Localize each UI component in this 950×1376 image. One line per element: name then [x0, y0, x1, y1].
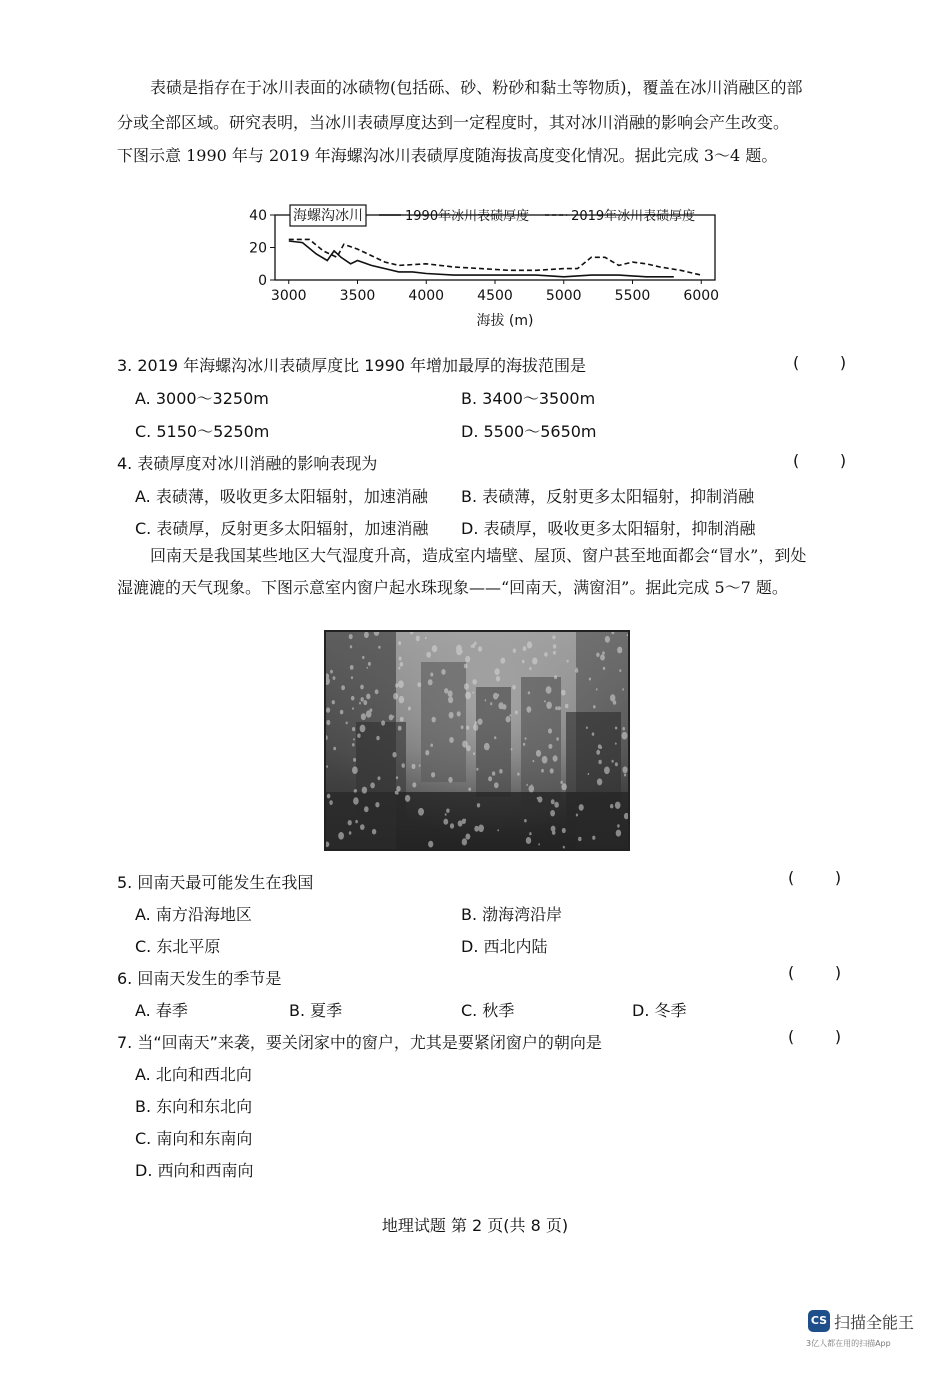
chart-legend — [290, 205, 695, 226]
water-droplet — [366, 694, 370, 700]
water-droplet — [350, 665, 354, 670]
series-line-2019 — [289, 239, 702, 275]
water-droplet — [548, 744, 552, 749]
water-droplet — [593, 705, 596, 708]
water-droplet — [515, 711, 518, 715]
water-droplet — [500, 658, 505, 664]
water-droplet — [622, 766, 627, 773]
water-droplet — [396, 776, 398, 779]
water-droplet — [496, 676, 500, 681]
question-7-option-c: C. 南向和东南向 — [135, 1129, 253, 1148]
water-droplet — [333, 747, 336, 751]
water-droplet — [525, 737, 527, 740]
water-droplet — [612, 760, 614, 763]
water-droplet — [352, 766, 358, 774]
water-droplet — [392, 752, 396, 758]
water-droplet — [461, 726, 464, 730]
question-6-answer-blank: ( ) — [788, 963, 842, 982]
water-droplet — [498, 702, 503, 709]
water-droplet — [462, 838, 467, 845]
water-droplet — [338, 832, 344, 840]
water-droplet — [408, 707, 411, 711]
water-droplet — [509, 714, 511, 717]
question-4-option-c: C. 表碛厚，反射更多太阳辐射，加速消融 — [135, 519, 429, 538]
water-droplet — [364, 806, 369, 812]
water-droplet — [526, 837, 531, 844]
question-3-stem: 3. 2019 年海螺沟冰川表碛厚度比 1990 年增加最厚的海拔范围是 — [117, 356, 587, 375]
water-droplet — [600, 654, 605, 660]
water-droplet — [396, 786, 400, 792]
water-droplet — [468, 788, 471, 792]
water-droplet — [538, 796, 543, 802]
water-droplet — [561, 690, 566, 696]
water-droplet — [351, 696, 355, 701]
question-5-answer-blank: ( ) — [788, 868, 842, 887]
water-droplet — [506, 716, 511, 722]
x-tick-label: 3500 — [339, 288, 376, 304]
water-droplet — [400, 662, 404, 667]
water-droplet — [473, 752, 475, 755]
water-droplet — [398, 667, 400, 670]
water-droplet — [393, 716, 395, 718]
water-droplet — [430, 744, 433, 747]
water-droplet — [395, 683, 398, 687]
water-droplet — [333, 676, 336, 680]
series-line-1990 — [289, 241, 674, 277]
question-3-option-b: B. 3400～3500m — [461, 389, 596, 408]
water-droplet — [488, 776, 492, 781]
water-droplet — [450, 823, 454, 828]
page-footer: 地理试题 第 2 页(共 8 页) — [381, 1216, 569, 1235]
question-3-option-c: C. 5150～5250m — [135, 422, 270, 441]
water-droplet — [405, 795, 410, 802]
water-droplet — [598, 760, 601, 764]
water-droplet — [458, 820, 463, 826]
y-tick-label: 40 — [249, 208, 267, 224]
water-droplet — [513, 649, 516, 653]
water-droplet — [464, 664, 468, 669]
camscanner-tagline: 3亿人都在用的扫描App — [806, 1339, 891, 1348]
water-droplet — [418, 808, 424, 816]
water-droplet — [600, 746, 603, 749]
question-5-option-a: A. 南方沿海地区 — [135, 905, 252, 924]
water-droplet — [497, 829, 499, 831]
water-droplet — [551, 799, 555, 804]
water-droplet — [456, 645, 462, 653]
water-droplet — [361, 697, 364, 702]
water-droplet — [348, 820, 352, 825]
water-droplet — [550, 810, 555, 816]
water-droplet — [466, 834, 471, 840]
water-droplet — [360, 824, 365, 830]
water-droplet — [622, 727, 625, 730]
question-4-option-b: B. 表碛薄，反射更多太阳辐射，抑制消融 — [461, 487, 755, 506]
question-6-option-d: D. 冬季 — [632, 1001, 687, 1020]
water-droplet — [546, 702, 552, 709]
water-droplet — [327, 794, 331, 799]
water-droplet — [529, 832, 531, 835]
water-droplet — [355, 820, 358, 823]
question-5-option-c: C. 东北平原 — [135, 937, 221, 956]
water-droplet — [432, 717, 436, 723]
water-droplet — [552, 635, 555, 639]
x-tick-label: 4000 — [408, 288, 445, 304]
water-droplet — [497, 694, 499, 697]
water-droplet — [428, 841, 433, 848]
water-droplet — [596, 750, 600, 755]
water-droplet — [592, 836, 595, 840]
water-droplet — [499, 769, 502, 774]
water-droplet — [448, 696, 453, 703]
water-droplet — [400, 717, 404, 722]
water-droplet — [622, 732, 628, 740]
water-droplet — [546, 686, 552, 694]
water-droplet — [555, 706, 558, 710]
water-droplet — [562, 783, 567, 790]
water-droplet — [602, 651, 605, 654]
question-4-option-a: A. 表碛薄，吸收更多太阳辐射，加速消融 — [135, 487, 428, 506]
water-droplet — [449, 712, 454, 719]
water-droplet — [478, 825, 484, 833]
water-droplet — [443, 819, 448, 825]
foggy-window-image — [326, 632, 628, 849]
water-droplet — [353, 797, 359, 804]
y-tick-label: 0 — [258, 273, 267, 289]
water-droplet — [553, 755, 558, 761]
y-tick-label: 20 — [249, 240, 267, 257]
water-droplet — [398, 726, 402, 731]
water-droplet — [330, 803, 332, 805]
question-5-option-d: D. 西北内陆 — [461, 937, 548, 956]
water-droplet — [529, 785, 535, 792]
water-droplet — [617, 647, 622, 654]
water-droplet — [551, 826, 556, 832]
water-droplet — [389, 714, 394, 720]
water-droplet — [464, 819, 466, 822]
water-droplet — [617, 824, 620, 827]
water-droplet — [398, 680, 404, 688]
water-droplet — [326, 720, 330, 725]
water-droplet — [567, 660, 569, 663]
water-droplet — [475, 721, 478, 724]
legend-label-2019: 2019年冰川表碛厚度 — [571, 209, 696, 224]
water-droplet — [526, 784, 528, 786]
water-droplet — [494, 782, 499, 788]
water-droplet — [394, 695, 397, 699]
water-droplet — [524, 819, 527, 822]
water-droplet — [376, 736, 379, 740]
water-droplet — [341, 685, 345, 690]
water-droplet — [425, 637, 427, 639]
water-droplet — [477, 718, 482, 725]
glacier-debris-chart — [230, 195, 730, 340]
water-droplet — [511, 748, 513, 750]
question-3-option-d: D. 5500～5650m — [461, 422, 597, 441]
water-droplet — [562, 828, 566, 833]
water-droplet — [425, 750, 429, 755]
water-droplet — [354, 789, 357, 793]
water-droplet — [360, 685, 364, 690]
question-6-option-b: B. 夏季 — [289, 1001, 343, 1020]
water-droplet — [533, 760, 535, 762]
water-droplet — [615, 802, 621, 809]
question-7-stem: 7. 当“回南天”来袭，要关闭家中的窗户，尤其是要紧闭窗户的朝向是 — [117, 1033, 602, 1052]
water-droplet — [476, 768, 478, 771]
water-droplet — [357, 734, 360, 738]
water-droplet — [457, 711, 461, 716]
question-3-answer-blank: ( ) — [793, 353, 847, 372]
water-droplet — [528, 691, 530, 694]
water-droplet — [536, 750, 541, 757]
water-droplet — [616, 830, 621, 837]
x-tick-label: 4500 — [477, 288, 513, 304]
water-droplet — [586, 726, 588, 729]
water-droplet — [553, 644, 556, 648]
water-droplet — [541, 769, 544, 773]
water-droplet — [550, 768, 554, 773]
water-droplet — [360, 725, 366, 733]
water-droplet — [565, 704, 568, 708]
water-droplet — [367, 667, 369, 669]
water-droplet — [426, 652, 431, 658]
water-droplet — [362, 656, 364, 659]
water-droplet — [416, 636, 420, 642]
water-droplet — [362, 787, 367, 794]
water-droplet — [579, 804, 584, 811]
question-5-option-b: B. 渤海湾沿岸 — [461, 905, 563, 924]
water-droplet — [353, 758, 356, 762]
water-droplet — [466, 745, 471, 751]
water-droplet — [596, 653, 599, 657]
water-droplet — [363, 700, 367, 705]
water-droplet — [419, 764, 421, 766]
water-droplet — [576, 814, 578, 817]
water-droplet — [578, 837, 581, 841]
water-droplet — [444, 688, 448, 693]
water-droplet — [340, 710, 344, 715]
water-droplet — [353, 738, 355, 740]
water-droplet — [603, 667, 605, 670]
water-droplet — [538, 843, 540, 845]
water-droplet — [471, 645, 473, 648]
water-droplet — [412, 764, 416, 769]
water-droplet — [445, 813, 447, 816]
water-droplet — [359, 702, 361, 705]
intro2-paragraph-line-2: 湿漉漉的天气现象。下图示意室内窗户起水珠现象——“回南天，满窗泪”。据此完成 5～7 题。 — [117, 578, 788, 597]
water-droplet — [610, 694, 615, 701]
water-droplet — [542, 756, 548, 764]
water-droplet — [375, 689, 379, 694]
water-droplet — [402, 765, 404, 768]
legend-label-1990: 1990年冰川表碛厚度 — [405, 209, 530, 224]
water-droplet — [477, 803, 480, 807]
x-tick-label: 6000 — [683, 288, 720, 304]
water-droplet — [544, 652, 548, 657]
water-droplet — [588, 773, 590, 775]
water-droplet — [560, 781, 562, 784]
water-droplet — [375, 802, 379, 807]
question-6-stem: 6. 回南天发生的季节是 — [117, 969, 282, 988]
water-droplet — [350, 645, 352, 648]
water-droplet — [351, 676, 353, 679]
water-droplet — [575, 669, 578, 673]
water-droplet — [441, 669, 445, 675]
water-droplet — [326, 707, 330, 712]
water-droplet — [431, 772, 435, 777]
water-droplet — [478, 646, 482, 652]
water-droplet — [596, 688, 598, 690]
water-droplet — [378, 776, 381, 780]
water-droplet — [472, 692, 474, 694]
water-droplet — [449, 737, 454, 743]
water-droplet — [399, 696, 405, 703]
water-droplet — [352, 727, 355, 731]
water-droplet — [464, 683, 469, 690]
water-droplet — [615, 762, 618, 766]
water-droplet — [332, 700, 335, 704]
water-droplet — [523, 646, 527, 651]
water-droplet — [604, 767, 610, 775]
water-droplet — [466, 726, 469, 730]
water-droplet — [558, 706, 561, 710]
intro-paragraph-line-1: 表碛是指存在于冰川表面的冰碛物(包括砾、砂、粉砂和黏土等物质)，覆盖在冰川消融区的部 — [150, 78, 803, 97]
water-droplet — [624, 774, 626, 777]
water-droplet — [472, 679, 476, 685]
water-droplet — [398, 641, 401, 645]
water-droplet — [554, 675, 557, 679]
water-droplet — [527, 641, 532, 648]
question-4-answer-blank: ( ) — [793, 451, 847, 470]
water-droplet — [448, 690, 453, 697]
water-droplet — [532, 658, 537, 665]
water-droplet — [349, 831, 352, 834]
water-droplet — [361, 713, 366, 720]
water-droplet — [381, 720, 385, 725]
water-droplet — [474, 726, 478, 731]
water-droplet — [548, 728, 552, 733]
intro2-paragraph-line-1: 回南天是我国某些地区大气湿度升高，造成室内墙壁、屋顶、窗户甚至地面都会“冒水”，到处 — [150, 546, 807, 565]
water-droplet — [522, 660, 525, 663]
water-droplet — [352, 707, 354, 710]
water-droplet — [465, 692, 471, 700]
water-droplet — [527, 706, 532, 712]
water-droplet — [446, 809, 449, 813]
water-droplet — [330, 670, 333, 674]
water-droplet — [494, 736, 496, 739]
water-droplet — [474, 826, 479, 832]
water-droplet — [346, 722, 348, 725]
water-droplet — [370, 782, 375, 788]
water-droplet — [432, 645, 437, 652]
question-6-option-c: C. 秋季 — [461, 1001, 515, 1020]
camscanner-logo: CS — [808, 1310, 830, 1332]
water-droplet — [368, 662, 371, 666]
water-droplet — [349, 634, 353, 639]
water-droplet — [417, 682, 421, 687]
x-tick-label: 5000 — [545, 288, 582, 304]
question-7-option-a: A. 北向和西北向 — [135, 1065, 252, 1084]
x-axis-label: 海拔 (m) — [476, 313, 534, 329]
water-droplet — [592, 732, 595, 735]
intro-paragraph-line-2: 分或全部区域。研究表明，当冰川表碛厚度达到一定程度时，其对冰川消融的影响会产生改变。 — [117, 113, 790, 132]
water-droplet — [529, 667, 531, 670]
question-6-option-a: A. 春季 — [135, 1001, 188, 1020]
water-droplet — [517, 773, 519, 776]
water-droplet — [465, 656, 470, 663]
water-droplet — [610, 804, 613, 808]
water-droplet — [553, 651, 556, 655]
water-droplet — [484, 743, 490, 750]
water-droplet — [495, 668, 500, 675]
water-droplet — [556, 737, 559, 740]
question-7-option-b: B. 东向和东北向 — [135, 1097, 253, 1116]
water-droplet — [589, 678, 591, 681]
water-droplet — [554, 802, 559, 808]
question-7-option-d: D. 西向和西南向 — [135, 1161, 254, 1180]
foggy-window-photo — [324, 630, 630, 851]
water-droplet — [430, 673, 433, 677]
intro-paragraph-line-3: 下图示意 1990 年与 2019 年海螺沟冰川表碛厚度随海拔高度变化情况。据此完成 3～4 题。 — [117, 146, 778, 165]
water-droplet — [563, 846, 565, 849]
water-droplet — [370, 708, 373, 712]
x-tick-label: 3000 — [270, 288, 307, 304]
water-droplet — [523, 743, 525, 746]
water-droplet — [485, 699, 487, 701]
water-droplet — [399, 657, 402, 661]
chart-series — [289, 239, 702, 276]
question-7-answer-blank: ( ) — [788, 1027, 842, 1046]
question-4-option-d: D. 表碛厚，吸收更多太阳辐射，抑制消融 — [461, 519, 756, 538]
water-droplet — [512, 685, 516, 690]
water-droplet — [428, 679, 433, 685]
water-droplet — [605, 636, 610, 643]
water-droplet — [622, 688, 624, 690]
water-droplet — [448, 777, 452, 783]
water-droplet — [490, 702, 492, 705]
water-droplet — [352, 743, 355, 746]
question-4-stem: 4. 表碛厚度对冰川消融的影响表现为 — [117, 454, 378, 473]
water-droplet — [492, 771, 495, 775]
question-3-option-a: A. 3000～3250m — [135, 389, 269, 408]
water-droplet — [412, 782, 416, 787]
water-droplet — [378, 646, 380, 649]
chart-title: 海螺沟冰川 — [293, 208, 363, 224]
water-droplet — [544, 700, 546, 702]
x-tick-label: 5500 — [614, 288, 651, 304]
water-droplet — [615, 727, 617, 730]
water-droplet — [372, 829, 376, 835]
water-droplet — [326, 765, 328, 768]
question-5-stem: 5. 回南天最可能发生在我国 — [117, 873, 314, 892]
water-droplet — [619, 669, 621, 672]
water-droplet — [615, 743, 617, 745]
camscanner-name: 扫描全能王 — [834, 1313, 915, 1332]
water-droplet — [597, 778, 602, 785]
